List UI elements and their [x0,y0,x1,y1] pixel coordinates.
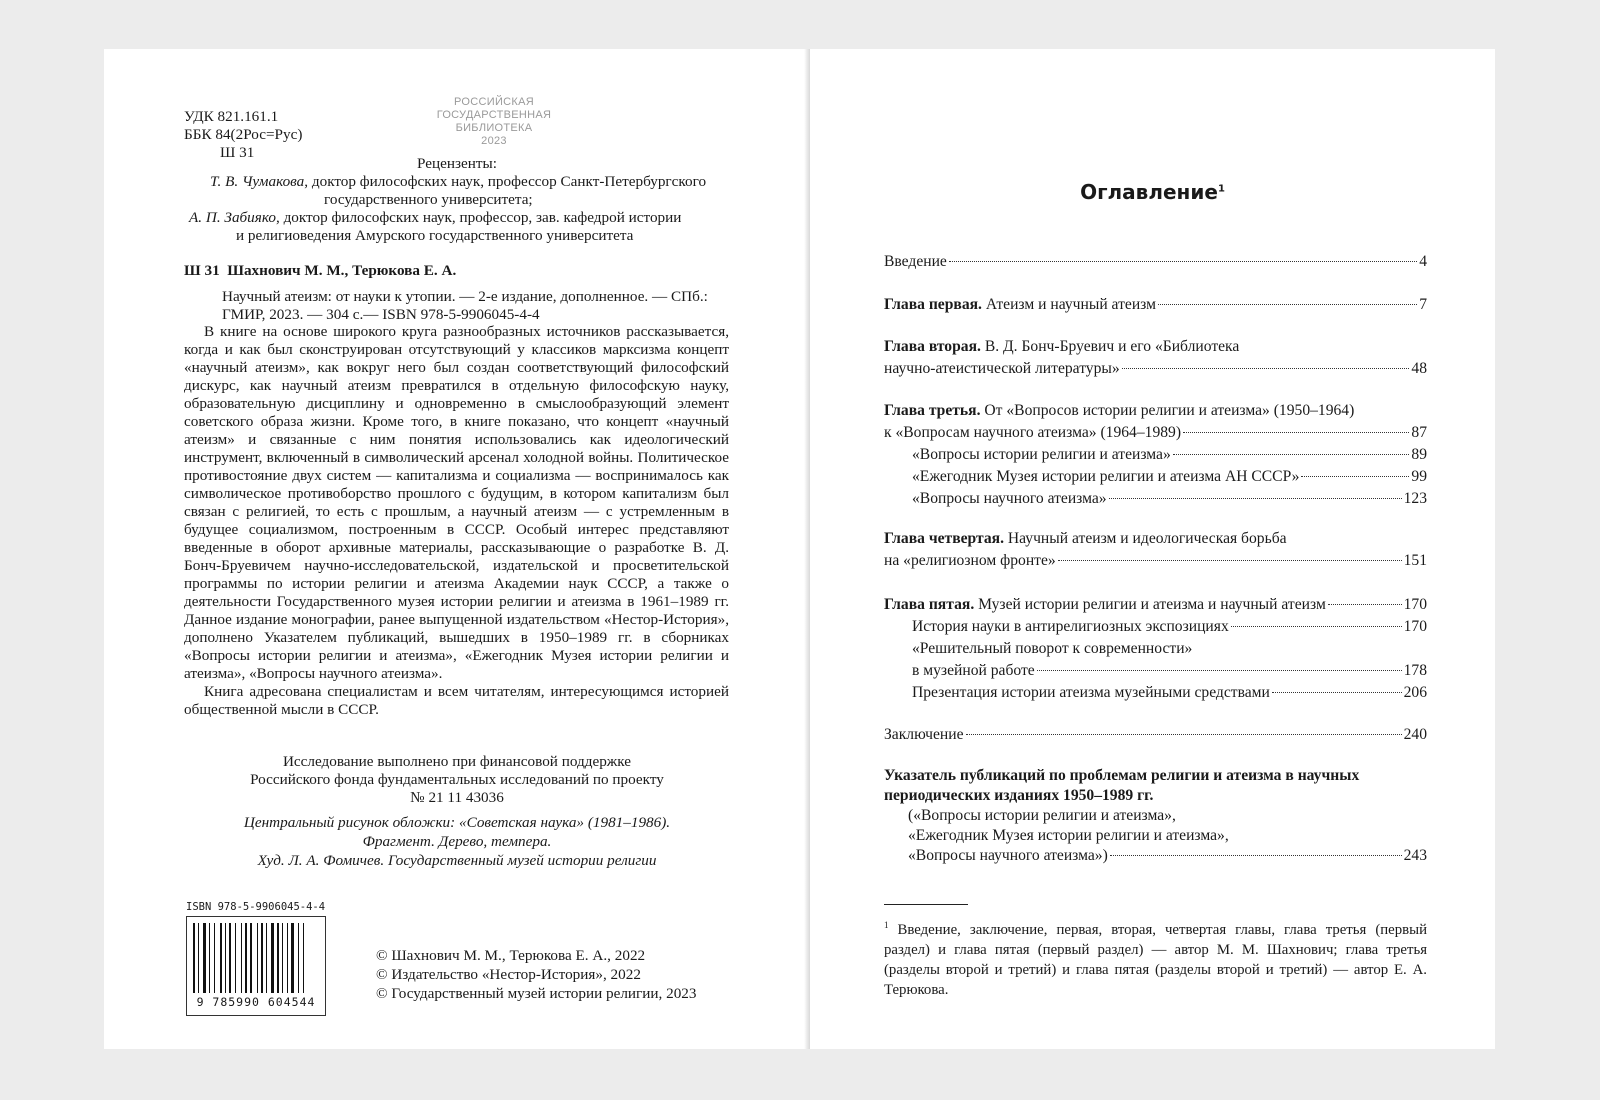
barcode-bar [196,923,197,993]
barcode-bar [225,923,226,993]
barcode-bar [261,923,263,993]
isbn-label: ISBN 978-5-9906045-4-4 [186,901,326,913]
barcode-bar [216,923,219,993]
barcode-bar [303,923,304,993]
footnote-rule [884,904,968,905]
barcode-bar [200,923,202,993]
barcode-bar [245,923,247,993]
toc-chapter-2: Глава вторая. В. Д. Бонч-Бруевич и его «Библиотека научно-атеистической литературы» 48 [884,338,1427,377]
barcode-bar [250,923,252,993]
barcode-bar [235,923,236,993]
barcode-bar [289,923,290,993]
barcode-bar [298,923,299,993]
copyright-block: © Шахнович М. М., Терюкова Е. А., 2022 © Издательство «Нестор-История», 2022 © Государственный музей истории религии, 2023 [376,947,697,1002]
abstract [184,323,729,719]
toc-title: Оглавление$^1$ [1080,180,1225,204]
barcode-bar [229,923,231,993]
barcode-bar [223,923,224,993]
biblio-line-1: Научный атеизм: от науки к утопии. — 2-е издание, дополненное. — СПб.: [222,288,708,305]
toc-chapter-4: Глава четвертая. Научный атеизм и идеологическая борьба на «религиозном фронте» 151 [884,530,1427,569]
barcode-bar [282,923,283,993]
barcode-bar [203,923,206,993]
right-page [810,49,1495,1049]
reviewer-2: А. П. Забияко, доктор философских наук, профессор, зав. кафедрой истории [189,209,682,226]
barcode-bar [259,923,260,993]
barcode-bar [241,923,242,993]
toc-chapter-3: Глава третья. От «Вопросов истории религии и атеизма» (1950–1964) к «Вопросам научного атеизма» (1964–1989) 87 «Вопросы истории религии и атеизма» 89 «Ежегодник Музея истории религии и атеизма АН СССР» 99 «Вопросы научного атеизма» 123 [884,402,1427,507]
barcode-bar [280,923,281,993]
barcode-bar [291,923,294,993]
footnote: $^1$ Введение, заключение, первая, вторая, четвертая главы, глава третья (первый раздел) и глава пятая (первый раздел) — автор М. М. Шахнович; глава третья (разделы второй и третий) и глава пятая (разделы второй и третий) — автор Е. А. Терюкова. [884,920,1427,998]
barcode-bar [266,923,267,993]
toc-chapter-1: Глава первая. Атеизм и научный атеизм 7 [884,296,1427,313]
barcode-bar [237,923,240,993]
barcode-bar [232,923,234,993]
barcode-bar [253,923,256,993]
book-spread [104,49,1495,1049]
barcode-bar [305,923,306,993]
barcode-bar [257,923,258,993]
toc-index: Указатель публикаций по проблемам религии и атеизма в научных периодических изданиях 1950–1989 гг. («Вопросы истории религии и атеизма», «Ежегодник Музея истории религии и атеизма», «Вопросы научного атеизма») 243 [884,767,1427,864]
barcode-bar [277,923,279,993]
funding-note: Исследование выполнено при финансовой поддержке Российского фонда фундаментальных исследований по проекту № 21 11 43036 [250,753,664,806]
udk-code: УДК 821.161.1 [184,108,279,125]
toc-intro: Введение 4 [884,253,1427,270]
barcode-digits: 9 785990 604544 [196,995,316,1009]
reviewers-label: Рецензенты: [417,155,497,172]
barcode-bar [248,923,249,993]
barcode-bar [193,923,195,993]
toc-chapter-5: Глава пятая. Музей истории религии и атеизма и научный атеизм 170 История науки в антирелигиозных экспозициях 170 «Решительный поворот к современности» в музейной работе 178 Презентация истории атеизма музейными средствами 206 [884,596,1427,701]
barcode-bar [211,923,213,993]
barcode-bar [268,923,270,993]
barcode-bar [220,923,222,993]
author-sign-code: Ш 31 [220,144,255,161]
barcode-bar [295,923,297,993]
library-stamp: РОССИЙСКАЯ ГОСУДАРСТВЕННАЯ БИБЛИОТЕКА 2023 [436,96,552,147]
barcode-bar [300,923,302,993]
barcode [186,916,326,1016]
abstract-text: В книге на основе широкого круга разнообразных источников рассказывается, когда и как был сконструирован отсутствующий у классиков марксизма концепт «научный атеизм», как вокруг него был создан соответствующий философский дискурс, как научный атеизм превратился в отдельную философскую науку, образовательную дисциплину и одновременно в смыслообразующий элемент советского образа жизни. Кроме того, в книге показано, что концепт «научный атеизм» и связанные с ним понятия использовались как идеологический инструмент, включенный в символический арсенал холодной войны. Политическое противостояние двух систем — капитализма и социализма — воспринималось как символическое противоборство прошлого с будущим, в котором капитализм был связан с религией, то есть с прошлым, а научный атеизм — с устремленным в будущее социализмом, построенным в СССР. Особый интерес представляют введенные в оборот архивные материалы, рассказывающие о разработке В. Д. Бонч-Бруевичем научно-исследовательской, издательской и просветительской программы по истории религии и атеизма Академии наук СССР, а также о деятельности Государственного музея истории религии и атеизма в 1961–1989 гг. Данное издание монографии, ранее выпущенной издательством «Нестор-История», дополнено Указателем публикаций, вышедших в 1950–1989 гг. в сборниках «Вопросы истории религии и атеизма», «Ежегодник Музея истории религии и атеизма», «Вопросы научного атеизма». [184,323,729,682]
barcode-bar [207,923,208,993]
barcode-bar [275,923,276,993]
bbk-code: ББК 84(2Рос=Рус) [184,126,303,143]
reviewer-1: Т. В. Чумакова, доктор философских наук, профессор Санкт-Петербургского [210,173,707,190]
barcode-bar [264,923,265,993]
reviewer-2-affiliation: и религиоведения Амурского государственного университета [236,227,634,244]
barcode-bar [271,923,274,993]
left-page [104,49,810,1049]
barcode-bar [214,923,215,993]
barcode-bars [193,923,319,993]
authors-heading: Ш 31 Шахнович М. М., Терюкова Е. А. [184,262,457,279]
reviewer-1-affiliation: государственного университета; [324,191,533,208]
barcode-bar [198,923,199,993]
barcode-bar [209,923,210,993]
barcode-bar [227,923,228,993]
audience-text: Книга адресована специалистам и всем читателям, интересующимся историей общественной мысли в СССР. [184,683,729,718]
biblio-line-2: ГМИР, 2023. — 304 с.— ISBN 978-5-9906045-4-4 [222,306,540,323]
toc-conclusion: Заключение 240 [884,726,1427,743]
cover-note: Центральный рисунок обложки: «Советская наука» (1981–1986). Фрагмент. Дерево, темпера. Худ. Л. А. Фомичев. Государственный музей истории религии [243,814,671,869]
barcode-bar [243,923,244,993]
barcode-bar [284,923,286,993]
barcode-bar [287,923,288,993]
